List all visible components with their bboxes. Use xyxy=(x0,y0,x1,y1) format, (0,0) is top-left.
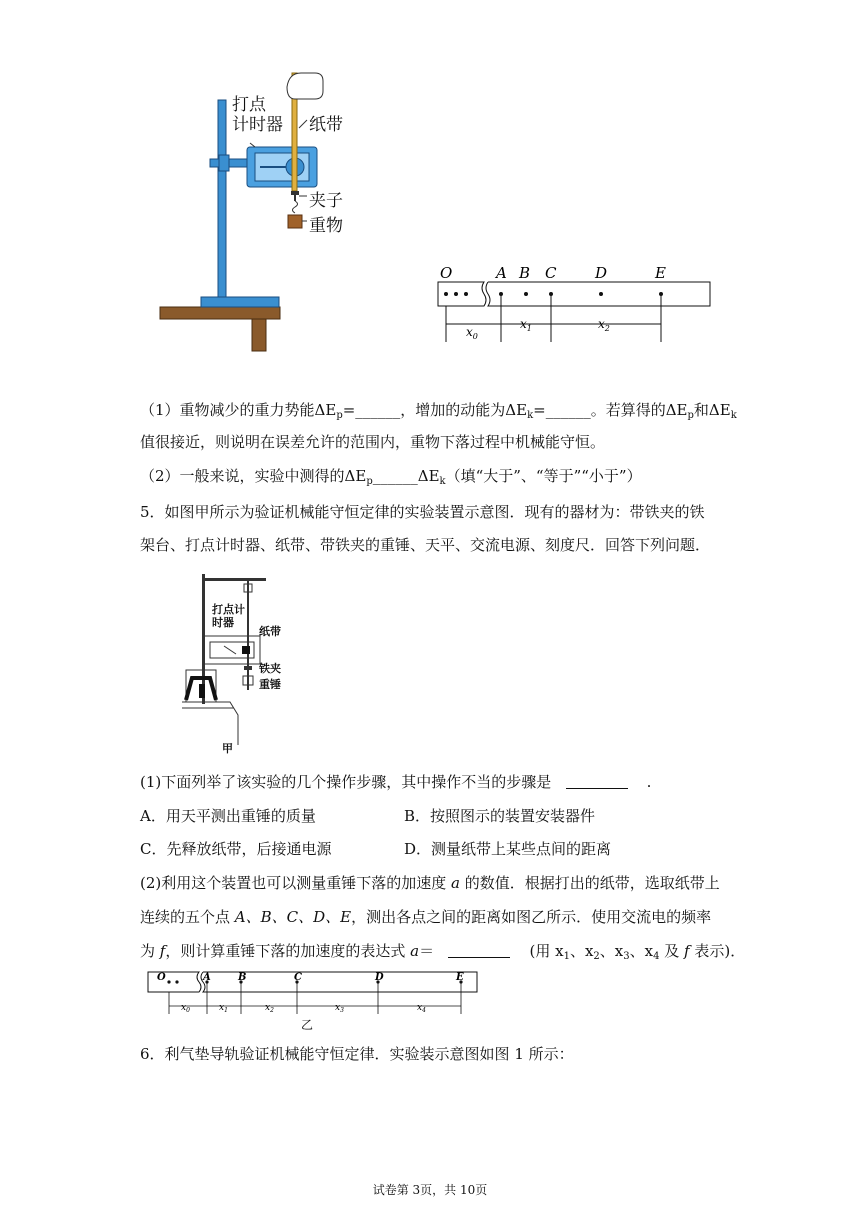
fig-jia-apparatus xyxy=(180,570,280,745)
tape2-label-C: C xyxy=(294,972,302,983)
q5-intro-line1: 5．如图甲所示为验证机械能守恒定律的实验装置示意图．现有的器材为：带铁夹的铁 xyxy=(140,503,705,521)
fig-jia-timer-label: 打点计 时器 xyxy=(212,603,245,629)
tape2-diagram xyxy=(143,966,483,1016)
tape2-label-E: E xyxy=(456,972,464,983)
fig1-timer-label: 打点 计时器 xyxy=(232,95,283,135)
tape2-dot xyxy=(175,980,178,983)
fig-jia-clip-label: 铁夹 xyxy=(259,662,281,675)
tape1-label-D: D xyxy=(595,264,608,282)
tape1-seg-x2: $x_2$ xyxy=(598,317,610,333)
tape1-label-C: C xyxy=(545,264,557,282)
q6-intro: 6．利气垫导轨验证机械能守恒定律．实验装示意图如图 1 所示： xyxy=(140,1045,574,1063)
tape2-seg-x3: $x_3$ xyxy=(335,1003,344,1014)
fig-jia-weight-label: 重锤 xyxy=(259,678,281,691)
tape2-label-A: A xyxy=(203,972,211,983)
fig-jia-tape-label: 纸带 xyxy=(259,625,281,638)
q5-intro-line2: 架台、打点计时器、纸带、带铁夹的重锤、天平、交流电源、刻度尺．回答下列问题． xyxy=(140,536,711,554)
tape1-dot xyxy=(454,292,458,296)
tape1-dot-B xyxy=(524,292,528,296)
page-footer: 试卷第 3页，共 10页 xyxy=(372,1183,488,1197)
q4-part1-line2: 值很接近，则说明在误差允许的范围内，重物下落过程中机械能守恒。 xyxy=(140,433,606,451)
q5-sub2-line1: (2)利用这个装置也可以测量重锤下落的加速度 a 的数值．根据打出的纸带，选取纸带上 xyxy=(140,874,720,892)
tape2-seg-x2: $x_2$ xyxy=(265,1003,274,1014)
tape1-dot xyxy=(444,292,448,296)
q5-sub2-line3: 为 f，则计算重锤下落的加速度的表达式 a＝ (用 $x_1$、$x_2$、$x_3$、$x_4$ 及 f 表示)． xyxy=(140,942,746,962)
q5-option-d: D．测量纸带上某些点间的距离 xyxy=(404,840,612,858)
tape2-dot xyxy=(167,980,170,983)
q5-option-a: A．用天平测出重锤的质量 xyxy=(140,807,316,825)
tape2-label-O: O xyxy=(157,972,166,983)
tape2-seg-x4: $x_4$ xyxy=(417,1003,426,1014)
q5-sub2-blank[interactable] xyxy=(448,943,510,958)
tape1-label-O: O xyxy=(440,264,453,282)
fig1-weight-label: 重物 xyxy=(309,216,343,236)
tape2-label-D: D xyxy=(375,972,384,983)
tape2-caption: 乙 xyxy=(301,1018,314,1032)
fig1-clip-label: 夹子 xyxy=(309,191,343,211)
tape1-dot xyxy=(464,292,468,296)
tape1-label-E: E xyxy=(655,264,666,282)
tape1-label-B: B xyxy=(519,264,531,282)
tape2-seg-x0: $x_0$ xyxy=(181,1003,190,1014)
q4-part2: （2）一般来说，实验中测得的$\Delta E_p\_\_\_\_\_\_\Delta E_k$（填“大于”、“等于”“小于”） xyxy=(140,467,642,487)
tape1-seg-x1: $x_1$ xyxy=(520,317,532,333)
q5-option-c: C．先释放纸带，后接通电源 xyxy=(140,840,332,858)
q4-part1-line1: （1）重物减少的重力势能$\Delta E_p=\_\_\_\_\_\_$，增加的动能为$\Delta E_k=\_\_\_\_\_\_$。若算得的$\Delta E_p$和$\Delta E_k$ xyxy=(140,401,737,421)
tape2-label-B: B xyxy=(238,972,247,983)
tape1-dot-D xyxy=(599,292,603,296)
q5-sub2-line2: 连续的五个点 A、B、C、D、E，测出各点之间的距离如图乙所示．使用交流电的频率 xyxy=(140,908,712,926)
q5-option-b: B．按照图示的装置安装器件 xyxy=(404,807,596,825)
fig-jia-caption: 甲 xyxy=(222,742,233,755)
q5-sub1: (1)下面列举了该实验的几个操作步骤，其中操作不当的步骤是 . xyxy=(140,773,652,791)
fig1-tape-label: 纸带 xyxy=(309,115,343,135)
tape1-label-A: A xyxy=(496,264,507,282)
tape1-seg-x0: $x_0$ xyxy=(466,325,478,341)
tape1-diagram xyxy=(428,262,718,342)
tape2-seg-x1: $x_1$ xyxy=(219,1003,228,1014)
q5-sub1-blank[interactable] xyxy=(566,774,628,789)
